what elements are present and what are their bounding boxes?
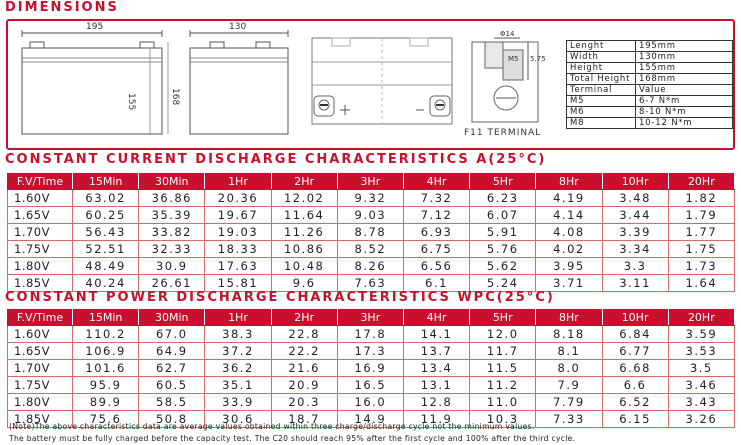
value-cell: 11.0: [470, 394, 536, 411]
value-cell: 6.6: [602, 377, 668, 394]
final-voltage-cell: 1.85V: [8, 275, 73, 292]
final-voltage-cell: 1.70V: [8, 360, 73, 377]
value-cell: 3.5: [668, 360, 734, 377]
final-voltage-cell: 1.80V: [8, 258, 73, 275]
value-cell: 3.44: [602, 207, 668, 224]
column-header: 30Min: [139, 174, 205, 190]
value-cell: 101.6: [73, 360, 139, 377]
final-voltage-cell: 1.80V: [8, 394, 73, 411]
value-cell: 6.07: [470, 207, 536, 224]
terminal-offset-label: 5.75: [530, 55, 546, 63]
value-cell: 11.5: [470, 360, 536, 377]
value-cell: 6.93: [403, 224, 469, 241]
spec-row: [567, 118, 733, 129]
spec-key: Terminal: [567, 85, 636, 96]
value-cell: 20.9: [271, 377, 337, 394]
value-cell: 4.19: [536, 190, 602, 207]
column-header: 3Hr: [337, 174, 403, 190]
final-voltage-cell: 1.75V: [8, 377, 73, 394]
column-header: 15Min: [73, 174, 139, 190]
spec-row: [567, 107, 733, 118]
value-cell: 16.0: [337, 394, 403, 411]
value-cell: 6.84: [602, 326, 668, 343]
value-cell: 8.0: [536, 360, 602, 377]
value-cell: 48.49: [73, 258, 139, 275]
table-row: [8, 326, 735, 343]
table-row: [8, 275, 735, 292]
table-row: [8, 241, 735, 258]
column-header: 1Hr: [205, 310, 271, 326]
column-header: 3Hr: [337, 310, 403, 326]
column-header: 10Hr: [602, 310, 668, 326]
value-cell: 17.63: [205, 258, 271, 275]
value-cell: 16.5: [337, 377, 403, 394]
value-cell: 75.6: [73, 411, 139, 428]
note-line-2: The battery must be fully charged before the capacity test. The C20 should reach 95% after the first cycle and 100% after the third cycle.: [9, 434, 576, 443]
column-header: 20Hr: [668, 174, 734, 190]
value-cell: 26.61: [139, 275, 205, 292]
value-cell: 60.5: [139, 377, 205, 394]
spec-row: [567, 96, 733, 107]
value-cell: 6.56: [403, 258, 469, 275]
value-cell: 13.1: [403, 377, 469, 394]
column-header: 2Hr: [271, 310, 337, 326]
value-cell: 9.03: [337, 207, 403, 224]
value-cell: 37.2: [205, 343, 271, 360]
column-header: 8Hr: [536, 174, 602, 190]
value-cell: 6.52: [602, 394, 668, 411]
value-cell: 3.71: [536, 275, 602, 292]
value-cell: 11.26: [271, 224, 337, 241]
value-cell: 89.9: [73, 394, 139, 411]
value-cell: 7.9: [536, 377, 602, 394]
value-cell: 10.86: [271, 241, 337, 258]
cc-title: CONSTANT CURRENT DISCHARGE CHARACTERISTICS A(25°C): [5, 152, 547, 167]
value-cell: 1.75: [668, 241, 734, 258]
spec-table: [566, 40, 733, 129]
value-cell: 20.3: [271, 394, 337, 411]
value-cell: 32.33: [139, 241, 205, 258]
column-header: 1Hr: [205, 174, 271, 190]
value-cell: 1.73: [668, 258, 734, 275]
value-cell: 3.46: [668, 377, 734, 394]
value-cell: 36.2: [205, 360, 271, 377]
value-cell: 19.67: [205, 207, 271, 224]
value-cell: 11.9: [403, 411, 469, 428]
value-cell: 3.43: [668, 394, 734, 411]
value-cell: 11.64: [271, 207, 337, 224]
dimensions-title: DIMENSIONS: [5, 0, 119, 15]
value-cell: 67.0: [139, 326, 205, 343]
spec-value: 168mm: [636, 74, 733, 85]
column-header: 10Hr: [602, 174, 668, 190]
value-cell: 3.48: [602, 190, 668, 207]
spec-value: 8-10 N*m: [636, 107, 733, 118]
spec-value: 130mm: [636, 52, 733, 63]
value-cell: 6.23: [470, 190, 536, 207]
value-cell: 3.95: [536, 258, 602, 275]
value-cell: 14.1: [403, 326, 469, 343]
cc-discharge-table: [7, 173, 735, 292]
value-cell: 6.75: [403, 241, 469, 258]
value-cell: 13.7: [403, 343, 469, 360]
side-width-label: 130: [229, 22, 247, 32]
value-cell: 20.36: [205, 190, 271, 207]
value-cell: 4.02: [536, 241, 602, 258]
value-cell: 1.64: [668, 275, 734, 292]
value-cell: 22.2: [271, 343, 337, 360]
final-voltage-cell: 1.65V: [8, 343, 73, 360]
value-cell: 18.7: [271, 411, 337, 428]
value-cell: 16.9: [337, 360, 403, 377]
value-cell: 95.9: [73, 377, 139, 394]
table-row: [8, 394, 735, 411]
value-cell: 7.63: [337, 275, 403, 292]
column-header: 8Hr: [536, 310, 602, 326]
value-cell: 12.0: [470, 326, 536, 343]
spec-key: M5: [567, 96, 636, 107]
final-voltage-cell: 1.85V: [8, 411, 73, 428]
value-cell: 19.03: [205, 224, 271, 241]
height-label: 155: [126, 93, 136, 111]
front-width-label: 195: [86, 22, 104, 32]
value-cell: 52.51: [73, 241, 139, 258]
value-cell: 3.53: [668, 343, 734, 360]
column-header: 4Hr: [403, 310, 469, 326]
value-cell: 7.12: [403, 207, 469, 224]
value-cell: 7.32: [403, 190, 469, 207]
value-cell: 8.52: [337, 241, 403, 258]
value-cell: 12.8: [403, 394, 469, 411]
column-header: 4Hr: [403, 174, 469, 190]
value-cell: 40.24: [73, 275, 139, 292]
column-header: 2Hr: [271, 174, 337, 190]
value-cell: 30.9: [139, 258, 205, 275]
spec-row: [567, 85, 733, 96]
value-cell: 8.18: [536, 326, 602, 343]
table-row: [8, 207, 735, 224]
cp-discharge-table: [7, 309, 735, 428]
spec-key: Total Height: [567, 74, 636, 85]
header-row: [8, 310, 735, 326]
value-cell: 9.32: [337, 190, 403, 207]
spec-value: 195mm: [636, 41, 733, 52]
value-cell: 5.76: [470, 241, 536, 258]
value-cell: 14.9: [337, 411, 403, 428]
value-cell: 64.9: [139, 343, 205, 360]
spec-row: [567, 74, 733, 85]
value-cell: 11.2: [470, 377, 536, 394]
column-header: F.V/Time: [8, 310, 73, 326]
value-cell: 9.6: [271, 275, 337, 292]
value-cell: 22.8: [271, 326, 337, 343]
value-cell: 35.39: [139, 207, 205, 224]
table-row: [8, 190, 735, 207]
column-header: 20Hr: [668, 310, 734, 326]
value-cell: 3.26: [668, 411, 734, 428]
value-cell: 12.02: [271, 190, 337, 207]
value-cell: 6.15: [602, 411, 668, 428]
value-cell: 60.25: [73, 207, 139, 224]
value-cell: 5.91: [470, 224, 536, 241]
value-cell: 58.5: [139, 394, 205, 411]
value-cell: 10.48: [271, 258, 337, 275]
value-cell: 30.6: [205, 411, 271, 428]
final-voltage-cell: 1.65V: [8, 207, 73, 224]
value-cell: 17.8: [337, 326, 403, 343]
value-cell: 33.9: [205, 394, 271, 411]
value-cell: 36.86: [139, 190, 205, 207]
column-header: F.V/Time: [8, 174, 73, 190]
value-cell: 33.82: [139, 224, 205, 241]
column-header: 15Min: [73, 310, 139, 326]
column-header: 5Hr: [470, 174, 536, 190]
final-voltage-cell: 1.70V: [8, 224, 73, 241]
value-cell: 3.59: [668, 326, 734, 343]
value-cell: 13.4: [403, 360, 469, 377]
value-cell: 56.43: [73, 224, 139, 241]
value-cell: 4.08: [536, 224, 602, 241]
value-cell: 50.8: [139, 411, 205, 428]
value-cell: 7.33: [536, 411, 602, 428]
total-height-label: 168: [170, 88, 180, 106]
final-voltage-cell: 1.60V: [8, 326, 73, 343]
spec-key: M6: [567, 107, 636, 118]
column-header: 5Hr: [470, 310, 536, 326]
terminal-thread-label: M5: [508, 55, 519, 63]
table-row: [8, 360, 735, 377]
value-cell: 1.79: [668, 207, 734, 224]
value-cell: 17.3: [337, 343, 403, 360]
value-cell: 6.1: [403, 275, 469, 292]
spec-key: Width: [567, 52, 636, 63]
value-cell: 21.6: [271, 360, 337, 377]
spec-row: [567, 41, 733, 52]
value-cell: 1.82: [668, 190, 734, 207]
value-cell: 18.33: [205, 241, 271, 258]
value-cell: 8.1: [536, 343, 602, 360]
spec-value: 10-12 N*m: [636, 118, 733, 129]
value-cell: 3.34: [602, 241, 668, 258]
spec-value: 155mm: [636, 63, 733, 74]
table-row: [8, 224, 735, 241]
value-cell: 3.3: [602, 258, 668, 275]
value-cell: 8.78: [337, 224, 403, 241]
value-cell: 6.68: [602, 360, 668, 377]
spec-value: Value: [636, 85, 733, 96]
value-cell: 10.3: [470, 411, 536, 428]
terminal-diameter-label: Φ14: [500, 30, 515, 38]
value-cell: 15.81: [205, 275, 271, 292]
value-cell: 38.3: [205, 326, 271, 343]
table-row: [8, 258, 735, 275]
note-line-1: (Note)The above characteristics data are average values obtained within three charge/discharge cycle not the minimum values.: [9, 422, 535, 431]
terminal-caption: F11 TERMINAL: [464, 128, 542, 138]
value-cell: 5.62: [470, 258, 536, 275]
value-cell: 35.1: [205, 377, 271, 394]
spec-key: Lenght: [567, 41, 636, 52]
value-cell: 11.7: [470, 343, 536, 360]
final-voltage-cell: 1.60V: [8, 190, 73, 207]
spec-row: [567, 63, 733, 74]
spec-key: Height: [567, 63, 636, 74]
column-header: 30Min: [139, 310, 205, 326]
header-row: [8, 174, 735, 190]
spec-key: M8: [567, 118, 636, 129]
value-cell: 63.02: [73, 190, 139, 207]
value-cell: 5.24: [470, 275, 536, 292]
value-cell: 3.39: [602, 224, 668, 241]
table-row: [8, 343, 735, 360]
value-cell: 6.77: [602, 343, 668, 360]
value-cell: 3.11: [602, 275, 668, 292]
cp-title: CONSTANT POWER DISCHARGE CHARACTERISTICS WPC(25°C): [5, 290, 555, 305]
spec-row: [567, 52, 733, 63]
value-cell: 110.2: [73, 326, 139, 343]
spec-value: 6-7 N*m: [636, 96, 733, 107]
final-voltage-cell: 1.75V: [8, 241, 73, 258]
value-cell: 7.79: [536, 394, 602, 411]
value-cell: 4.14: [536, 207, 602, 224]
table-row: [8, 377, 735, 394]
value-cell: 8.26: [337, 258, 403, 275]
value-cell: 106.9: [73, 343, 139, 360]
value-cell: 1.77: [668, 224, 734, 241]
value-cell: 62.7: [139, 360, 205, 377]
